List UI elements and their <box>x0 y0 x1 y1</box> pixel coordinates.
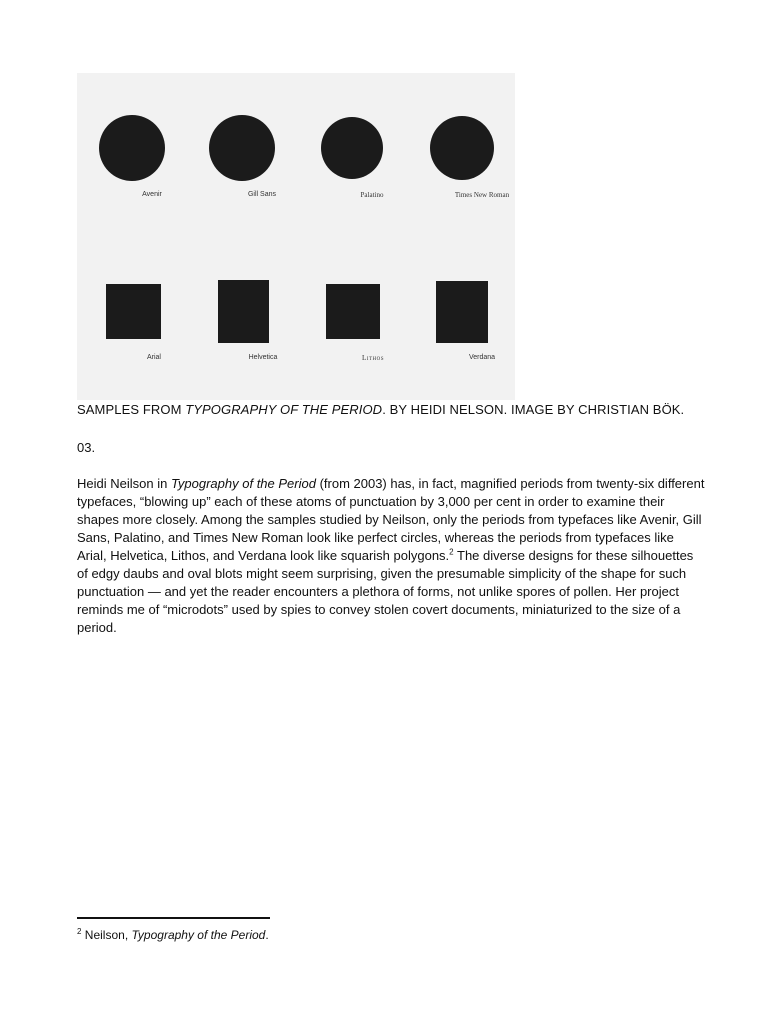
sample-label: Times New Roman <box>454 191 510 199</box>
sample-label: Lithos <box>362 354 384 362</box>
footnote-title: Typography of the Period <box>131 928 266 942</box>
caption-title: TYPOGRAPHY OF THE PERIOD <box>185 402 383 417</box>
helvetica-period-dot <box>218 280 269 343</box>
body-part-3: The diverse designs for these silhouettes of edgy daubs and oval blots might seem surprising, given the presumable simplicity of the shape for such punctuation — and yet the reader encounters a plethora of forms, not unlike spores of pollen. Her project reminds me of “microdots” used by spies to convey stolen covert documents, miniaturized to the size of a period. <box>77 548 694 635</box>
footnote-author: Neilson, <box>84 928 132 942</box>
footnote-divider <box>77 917 270 919</box>
caption-prefix: SAMPLES FROM <box>77 402 186 417</box>
verdana-period-dot <box>436 281 488 343</box>
sample-label: Palatino <box>360 191 384 199</box>
times-new-roman-period-dot <box>430 116 494 180</box>
section-number: 03. <box>77 440 96 455</box>
lithos-period-dot <box>326 284 380 339</box>
sample-label: Verdana <box>468 354 496 361</box>
footnote <box>77 927 269 943</box>
avenir-period-dot <box>99 115 165 181</box>
sample-label: Avenir <box>142 191 162 198</box>
palatino-period-dot <box>321 117 383 179</box>
sample-label: Arial <box>146 354 161 361</box>
footnote-reference[interactable]: 2 <box>449 547 454 557</box>
figure-caption <box>77 402 717 418</box>
sample-label: Gill Sans <box>247 191 276 198</box>
sample-label: Helvetica <box>248 354 278 361</box>
gill-sans-period-dot <box>209 115 275 181</box>
arial-period-dot <box>106 284 161 339</box>
typeface-periods-figure <box>77 73 515 400</box>
body-title: Typography of the Period <box>170 476 316 491</box>
body-part-2: (from 2003) has, in fact, magnified periods from twenty-six different typefaces, “blowing up” each of these atoms of punctuation by 3,000 per cent in order to examine their shapes more closely. Among the samples studied by Neilson, only the periods from typefaces like Avenir, Gill Sans, Palatino, and Times New Roman look like perfect circles, whereas the periods from typefaces like Arial, Helvetica, Lithos, and Verdana look like squarish polygons. <box>77 476 705 563</box>
body-part-1: Heidi Neilson in <box>77 476 171 491</box>
body-paragraph <box>77 475 705 637</box>
caption-suffix: . BY HEIDI NELSON. IMAGE BY CHRISTIAN BÖK. <box>382 402 685 417</box>
footnote-end: . <box>265 928 269 942</box>
footnote-number: 2 <box>77 927 82 936</box>
